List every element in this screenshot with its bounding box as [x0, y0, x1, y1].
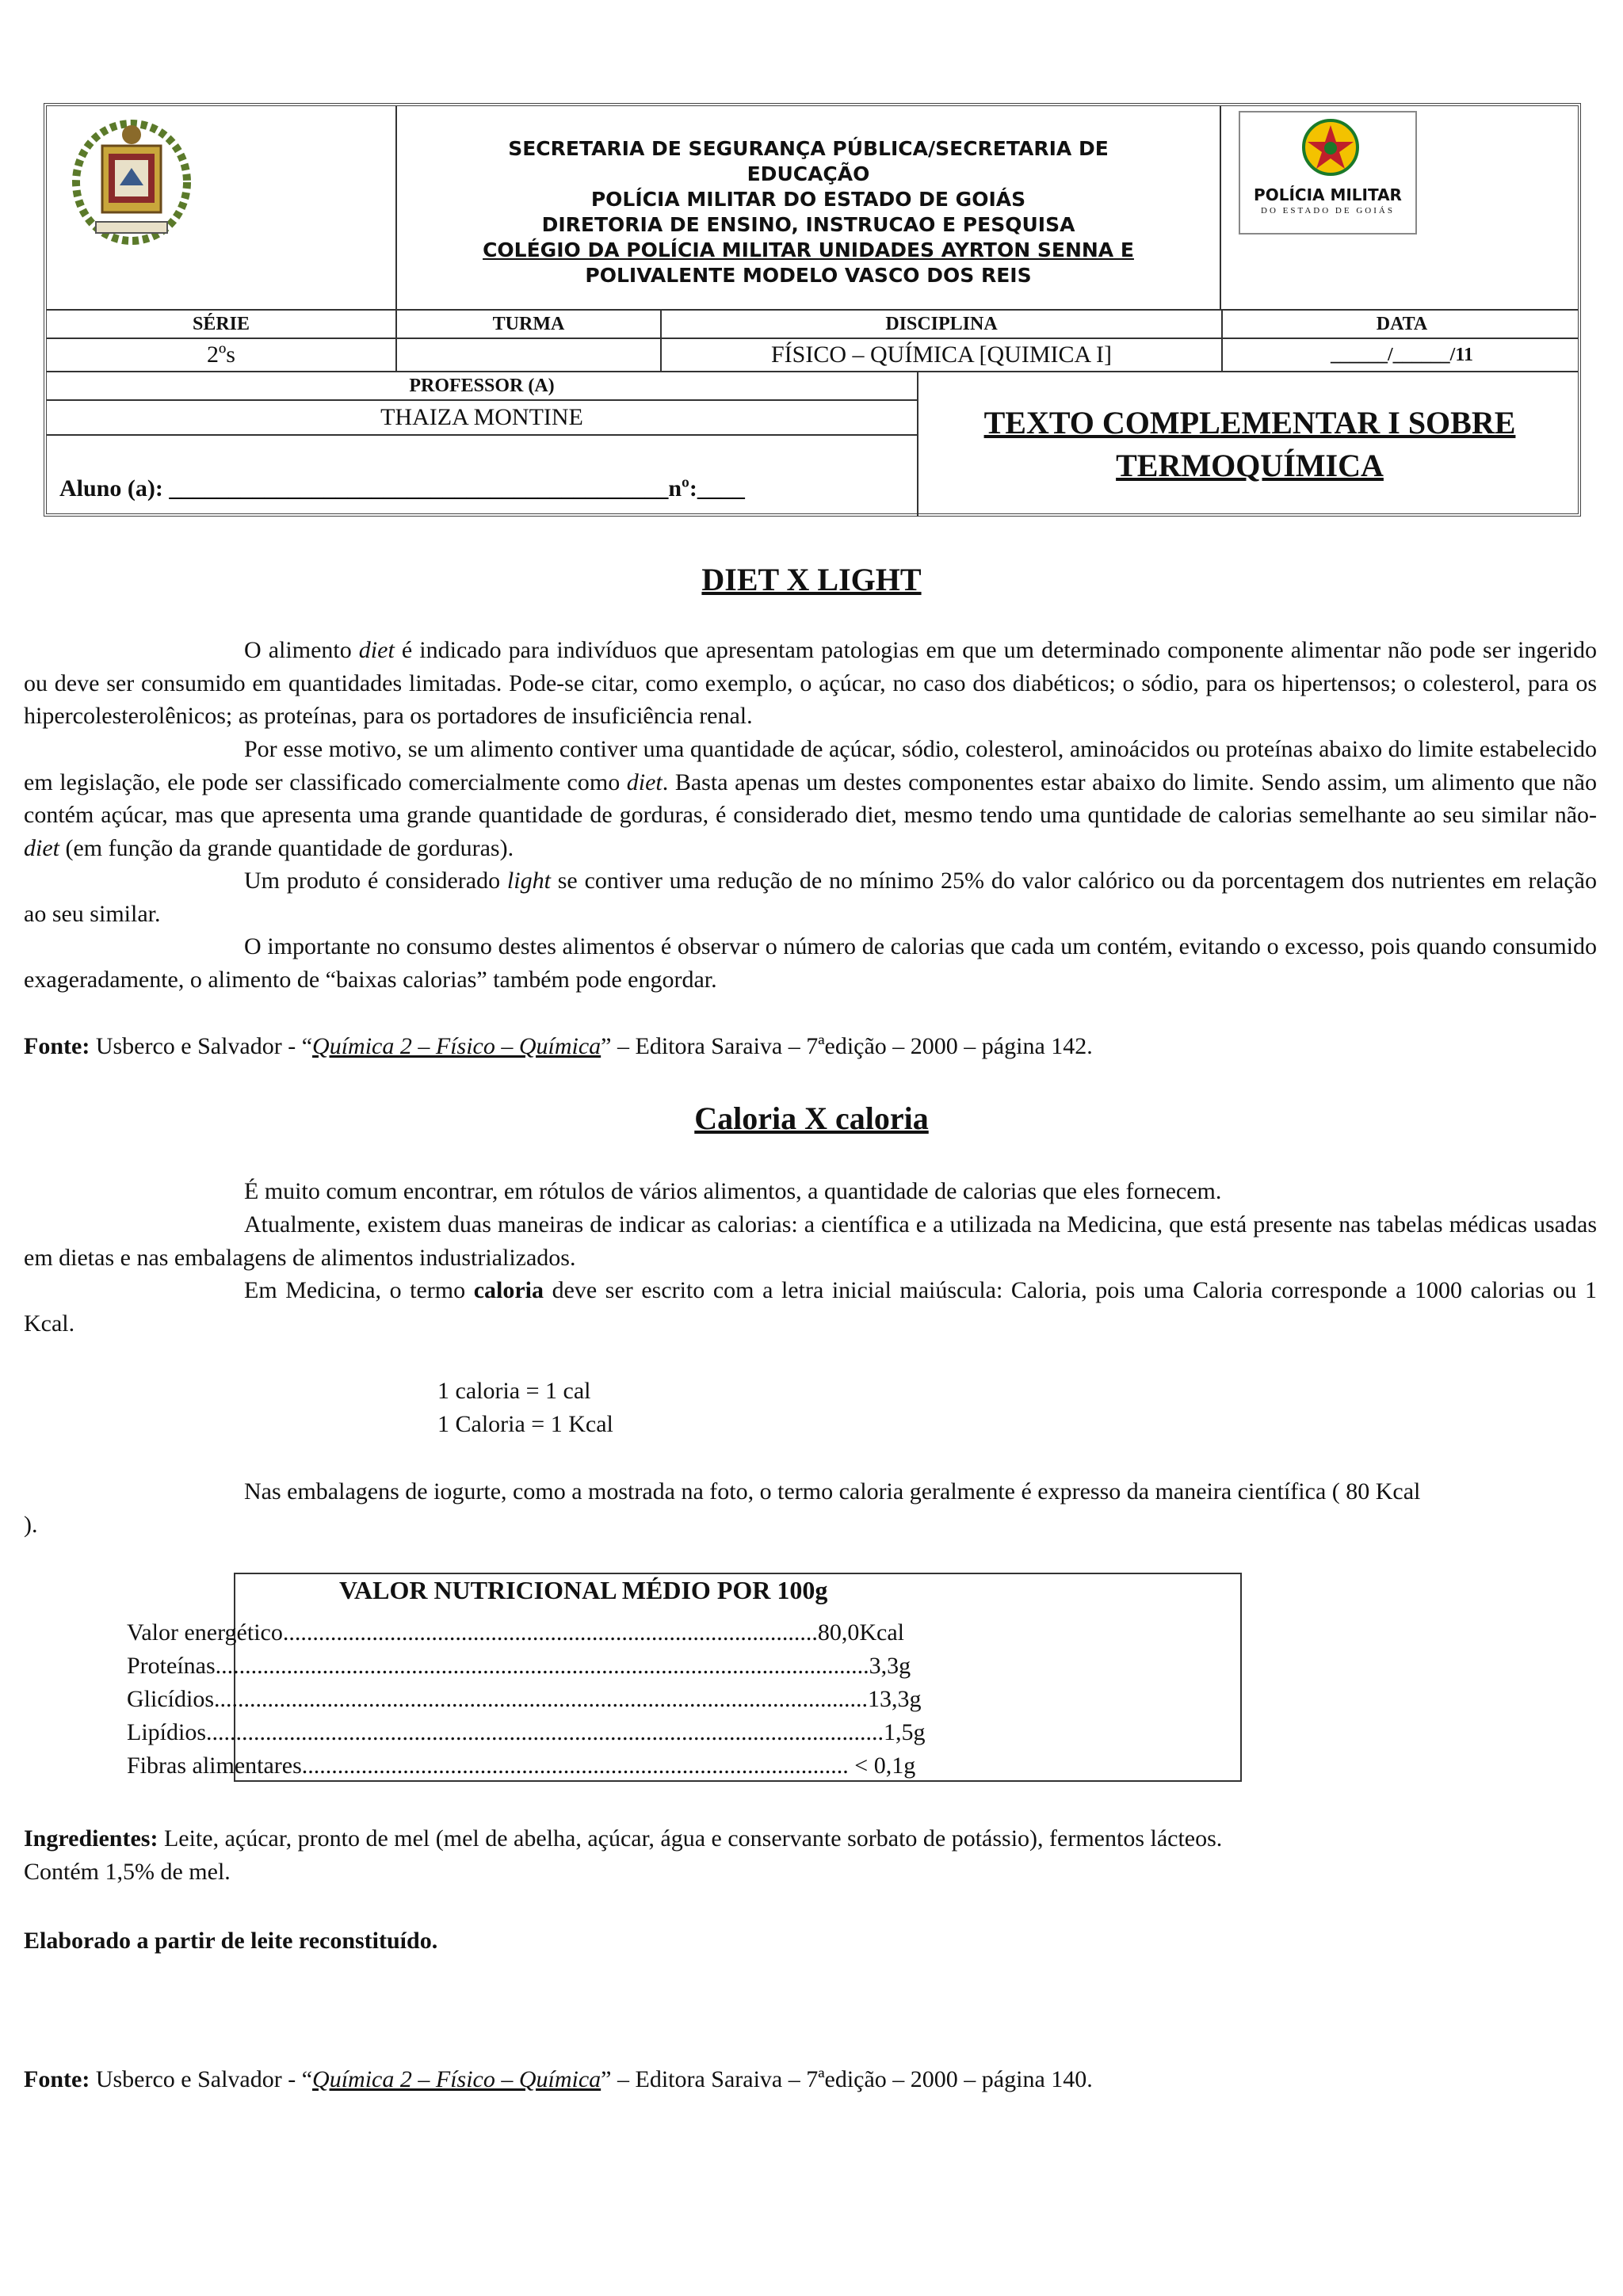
school-crest-icon: [64, 113, 199, 247]
student-name-field: [47, 436, 918, 517]
aluno-label: Aluno (a):: [59, 475, 170, 502]
ingredientes-line: Ingredientes: Leite, açúcar, pronto de mel (mel de abelha, açúcar, água e conservante sorbato de potássio), fermentos lácteos.: [24, 1825, 1223, 1852]
title-line-5: COLÉGIO DA POLÍCIA MILITAR UNIDADES AYRTON SENNA E: [483, 238, 1134, 261]
iogurte-paragraph-end: ).: [24, 1512, 38, 1538]
source-citation-1: Fonte: Usberco e Salvador - “Química 2 – Físico – Química” – Editora Saraiva – 7ªedição – 2000 – página 142.: [24, 1033, 1093, 1059]
aluno-blank: __________________________________________: [169, 475, 669, 502]
professor-name: THAIZA MONTINE: [47, 401, 918, 436]
header-values-row: [47, 339, 1578, 372]
turma-label: TURMA: [397, 311, 662, 338]
light-paragraph: Um produto é considerado light se contiver uma redução de no mínimo 25% do valor calórico ou da porcentagem dos nutrientes em relação ao seu similar.: [24, 868, 1598, 927]
disciplina-label: DISCIPLINA: [662, 311, 1223, 338]
title-line-3: POLÍCIA MILITAR DO ESTADO DE GOIÁS: [590, 188, 1026, 211]
caloria-paragraph-1: É muito comum encontrar, em rótulos de vários alimentos, a quantidade de calorias que eles fornecem.: [244, 1178, 1222, 1204]
header-professor-row: [47, 372, 1578, 517]
serie-label: SÉRIE: [47, 311, 397, 338]
title-line-4: DIRETORIA DE ENSINO, INSTRUCAO E PESQUISA: [541, 213, 1075, 236]
title-line-1: SECRETARIA DE SEGURANÇA PÚBLICA/SECRETARIA DE: [508, 137, 1109, 160]
numero-blank: ____: [697, 475, 745, 502]
title-line-2: EDUCAÇÃO: [747, 162, 870, 185]
elaborado-line: Elaborado a partir de leite reconstituído.: [24, 1928, 438, 1954]
nutrition-row: Glicídios..............................................................................................................13,3g: [127, 1686, 922, 1712]
consumption-paragraph: O importante no consumo destes alimentos é observar o número de calorias que cada um contém, evitando o excesso, pois quando consumido exageradamente, o alimento de “baixas calorias” também pode engordar.: [24, 933, 1597, 993]
diet-paragraph-2: Por esse motivo, se um alimento contiver uma quantidade de açúcar, sódio, colesterol, aminoácidos ou proteínas abaixo do limite estabelecido em legislação, ele pode ser classificado comercialmente como diet. Basta apenas um destes componentes estar abaixo do limite. Sendo assim, um alimento que não contém açúcar, mas que apresenta uma grande quantidade de gorduras, é considerado diet, mesmo tendo uma quntidade de calorias semelhante ao seu similar não-diet (em função da grande quantidade de gorduras).: [24, 736, 1597, 861]
caloria-paragraph-3: Em Medicina, o termo caloria deve ser escrito com a letra inicial maiúscula: Caloria, pois uma Caloria corresponde a 1000 calorias ou 1 Kcal.: [24, 1277, 1597, 1337]
diet-paragraph-1: O alimento diet é indicado para indivíduos que apresentam patologias em que um determinado componente alimentar não pode ser ingerido ou deve ser consumido em quantidades limitadas. Pode-se citar, como exemplo, o açúcar, no caso dos diabéticos; o sódio, para os hipertensos; o colesterol, para os hipercolesterolênicos; as proteínas, para os portadores de insuficiência renal.: [24, 637, 1597, 729]
professor-label: PROFESSOR (A): [47, 372, 918, 401]
data-label: DATA: [1376, 313, 1428, 334]
institution-title: [397, 106, 1221, 309]
iogurte-paragraph: Nas embalagens de iogurte, como a mostrada na foto, o termo caloria geralmente é expresso da maneira científica ( 80 Kcal: [244, 1478, 1421, 1505]
nutrition-table-title: VALOR NUTRICIONAL MÉDIO POR 100g: [339, 1576, 828, 1604]
caloria-paragraph-2: Atualmente, existem duas maneiras de indicar as calorias: a científica e a utilizada na Medicina, que está presente nas tabelas médicas usadas em dietas e nas embalagens de alimentos industrializados.: [24, 1211, 1597, 1271]
police-logo-subtext: DO ESTADO DE GOIÁS: [1261, 206, 1395, 215]
police-logo: [1239, 111, 1417, 235]
contem-line: Contém 1,5% de mel.: [24, 1859, 231, 1885]
equation-caloria: 1 caloria = 1 cal: [437, 1378, 591, 1404]
nutrition-row: Fibras alimentares............................................................................................ < 0,1g: [127, 1753, 916, 1779]
header-top-row: [47, 106, 1578, 311]
serie-value: 2ºs: [47, 339, 397, 371]
school-crest-cell: [47, 106, 397, 309]
nutrition-row: Valor energético..........................................................................................80,0Kcal: [127, 1619, 905, 1646]
document-title: [918, 372, 1581, 517]
disciplina-value: FÍSICO – QUÍMICA [QUIMICA I]: [662, 339, 1223, 371]
document-title-line-1: TEXTO COMPLEMENTAR I SOBRE: [983, 405, 1516, 441]
document-title-line-2: TERMOQUÍMICA: [1116, 448, 1384, 483]
section-heading-diet-light: DIET X LIGHT: [701, 562, 922, 597]
school-header: [44, 103, 1581, 517]
section-heading-caloria: Caloria X caloria: [694, 1100, 929, 1136]
source-citation-2: Fonte: Usberco e Salvador - “Química 2 – Físico – Química” – Editora Saraiva – 7ªedição – 2000 – página 140.: [24, 2066, 1093, 2092]
police-star-icon: [1285, 116, 1372, 179]
nutrition-row: Proteínas..............................................................................................................3,3g: [127, 1653, 911, 1679]
nutrition-row: Lipídios..................................................................................................................1,5g: [127, 1719, 926, 1745]
police-logo-cell: [1223, 106, 1581, 309]
turma-value: [397, 339, 662, 371]
police-logo-text: POLÍCIA MILITAR: [1254, 185, 1402, 204]
header-labels-row: [47, 311, 1578, 339]
data-value: ______/______/11: [1330, 344, 1473, 365]
numero-label: nº:: [668, 475, 697, 502]
equation-Caloria: 1 Caloria = 1 Kcal: [437, 1411, 613, 1437]
title-line-6: POLIVALENTE MODELO VASCO DOS REIS: [585, 264, 1032, 287]
